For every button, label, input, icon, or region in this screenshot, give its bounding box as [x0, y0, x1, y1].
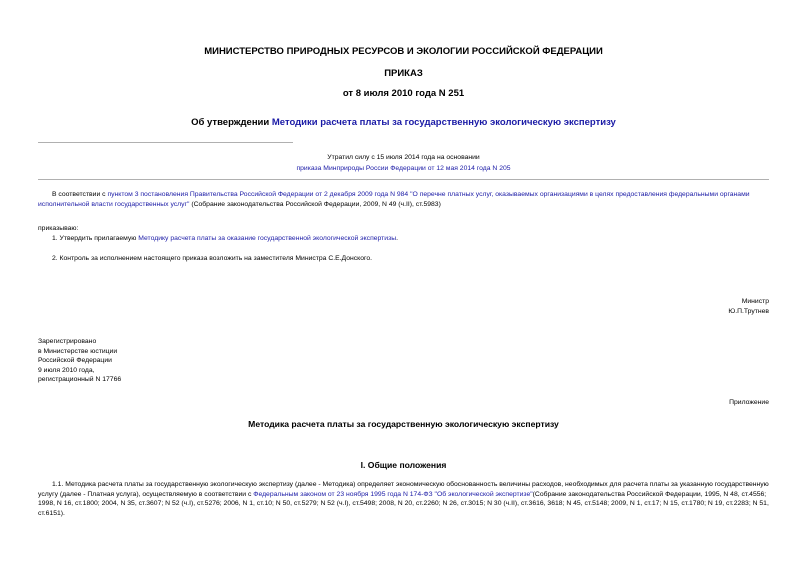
document-type: ПРИКАЗ [384, 68, 423, 79]
status-line-2 [0, 164, 807, 174]
para1-suffix: (Собрание законодательства Российской Федерации, 1995, N 48, ст.4556; 1998, N 16, ст.1800; 2004, N 35, ст.3607; N 52 (ч.I), ст.5276; 2006, N 1, ст.10; N 50, ст.5279; N 52 (ч.I), ст.5498; 2008, N 20, ст.2260; N 26, ст.3015; N 30 (ч.II), ст.3616, 3618; N 45, ст.5148; 2009, N 1, ст.17; N 15, ст.1780; N 19, ст.2283; N 51, ст.6151). [38, 490, 769, 517]
government-decree-link[interactable]: пунктом 3 постановления Правительства Российской Федерации от 2 декабря 2009 года N 984 "О перечне платных услуг, оказываемых организациями в целях предоставления федеральными органами исполнительной власти государственных услуг" [38, 191, 750, 208]
preamble-prefix: В соответствии с [52, 191, 108, 198]
item1-prefix: 1. Утвердить прилагаемую [52, 235, 139, 242]
status-line-1: Утратил силу с 15 июля 2014 года на основании [327, 154, 480, 161]
preamble-suffix: (Собрание законодательства Российской Федерации, 2009, N 49 (ч.II), ст.5983) [189, 200, 441, 208]
title-prefix: Об утверждении [191, 117, 272, 128]
ministry-heading: МИНИСТЕРСТВО ПРИРОДНЫХ РЕСУРСОВ И ЭКОЛОГИИ РОССИЙСКОЙ ФЕДЕРАЦИИ [204, 46, 603, 57]
registration-line-2: в Министерстве юстиции [38, 347, 118, 355]
registration-line-5: регистрационный N 17766 [38, 376, 122, 384]
section-1-title: I. Общие положения [360, 460, 447, 470]
registration-line-4: 9 июля 2010 года, [38, 366, 95, 374]
federal-law-link[interactable]: Федеральным законом от 23 ноября 1995 года N 174-ФЗ "Об экологической экспертизе" [253, 490, 533, 498]
repeal-order-link[interactable]: приказа Минприроды России Федерации от 12 мая 2014 года N 205 [296, 165, 511, 172]
signature-position: Министр [741, 298, 769, 305]
document-title [0, 117, 807, 128]
methodology-title: Методика расчета платы за государственную экологическую экспертизу [248, 419, 559, 429]
order-word: приказываю: [38, 225, 79, 232]
appendix-label: Приложение [729, 399, 769, 406]
order-item-1 [52, 234, 769, 244]
registration-block [38, 337, 121, 385]
title-link[interactable]: Методики расчета платы за государственную экологическую экспертизу [271, 117, 616, 128]
registration-line-3: Российской Федерации [38, 357, 112, 365]
methodology-link[interactable]: Методику расчета платы за оказание государственной экологической экспертизы [138, 235, 397, 242]
document-date-number: от 8 июля 2010 года N 251 [342, 88, 465, 99]
status-divider-top [38, 142, 293, 143]
preamble-paragraph [38, 190, 769, 209]
para1-prefix: 1.1. Методика расчета платы за государственную экологическую экспертизу (далее - Методика) определяет экономическую обоснованность величины расходов, необходимых для расчета платы за указанную государственную услугу (далее - Платная услуга), осуществляемую в соответствии с [38, 481, 769, 498]
signature-name: Ю.П.Трутнев [728, 308, 769, 315]
order-item-2: 2. Контроль за исполнением настоящего приказа возложить на заместителя Министра С.Е.Донского. [52, 255, 372, 262]
status-divider-bottom [38, 179, 769, 180]
item1-suffix: . [396, 235, 398, 242]
paragraph-1-1 [38, 480, 769, 518]
registration-line-1: Зарегистрировано [38, 338, 97, 345]
